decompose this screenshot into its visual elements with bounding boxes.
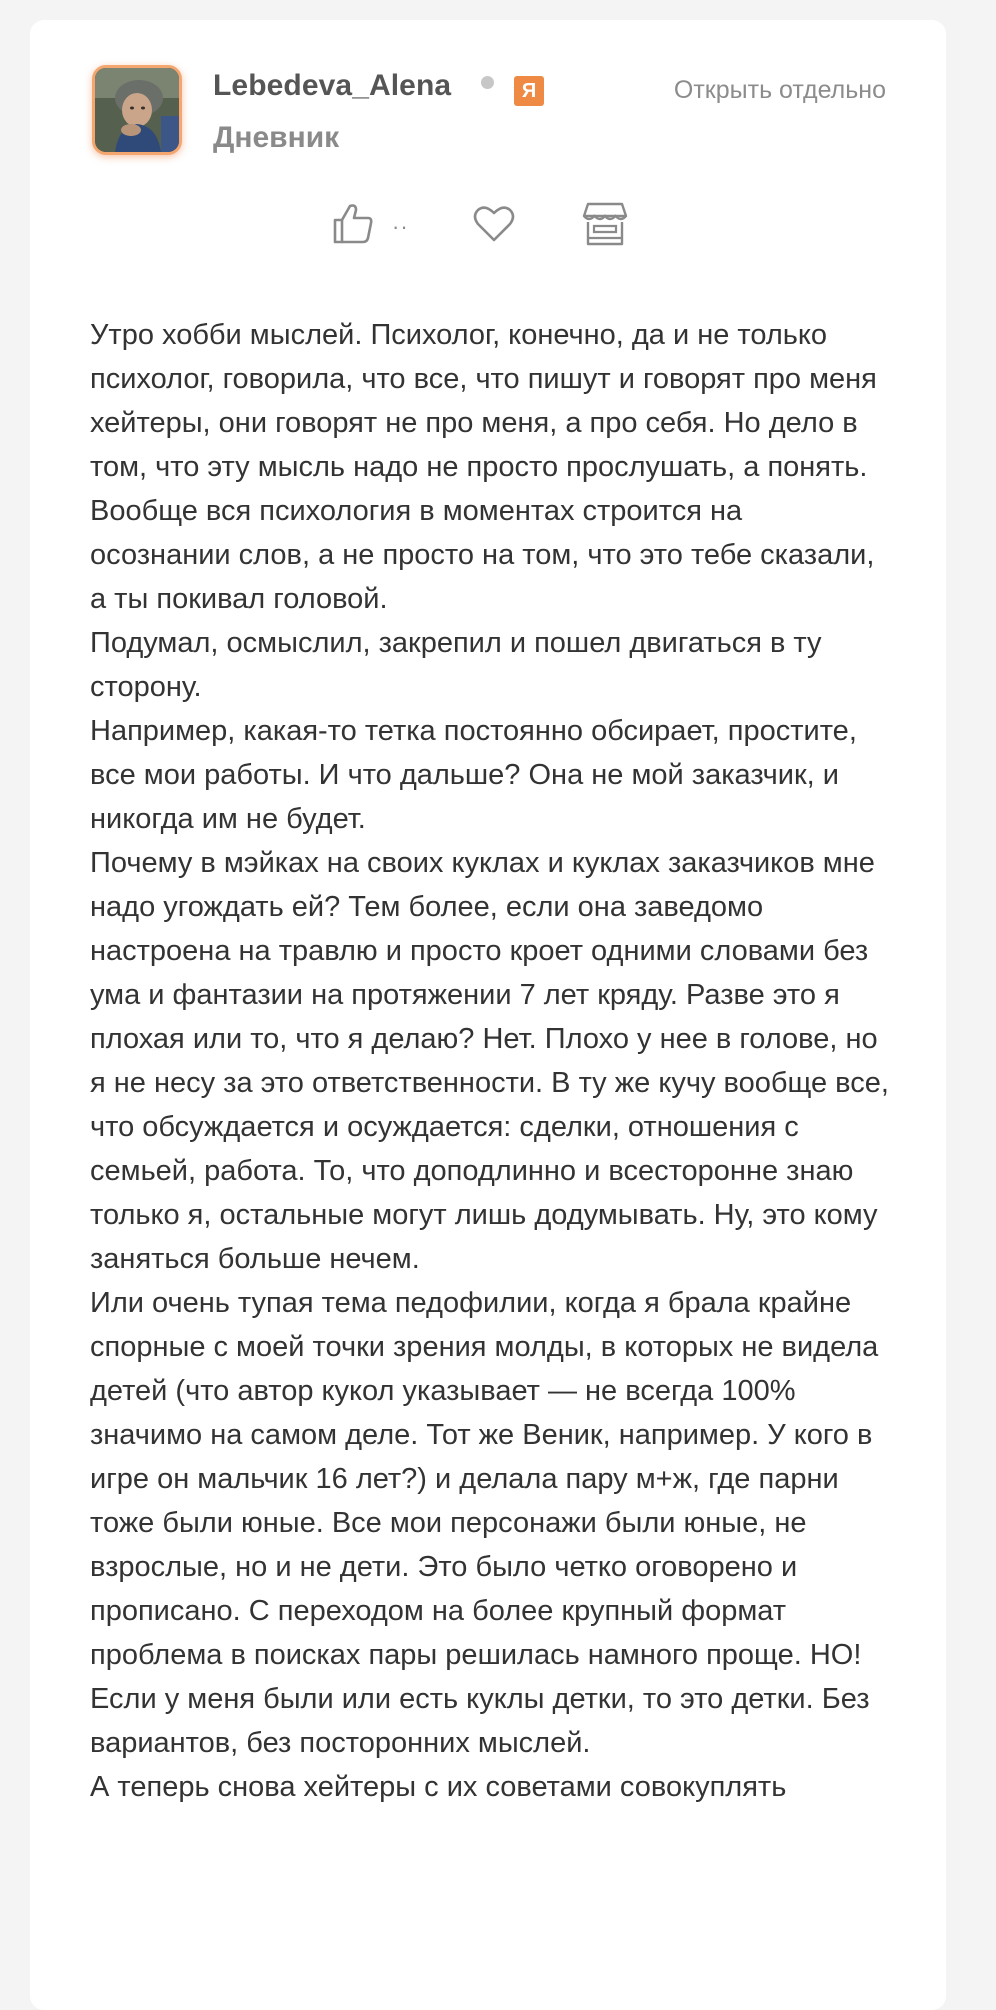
- shop-button[interactable]: [582, 200, 628, 260]
- like-button[interactable]: [330, 200, 376, 260]
- post-paragraph: Например, какая-то тетка постоянно обсирает, простите, все мои работы. И что дальше? Она не мой заказчик, и никогда им не будет.: [90, 715, 857, 835]
- open-separately-link[interactable]: Открыть отдельно: [673, 76, 886, 104]
- avatar-photo: [95, 68, 179, 152]
- avatar[interactable]: [92, 65, 182, 155]
- online-status-dot: [481, 76, 494, 89]
- post-paragraph: Подумал, осмыслил, закрепил и пошел двигаться в ту сторону.: [90, 627, 822, 703]
- heart-icon: [470, 200, 518, 246]
- post-paragraph: А теперь снова хейтеры с их советами совокуплять: [90, 1771, 787, 1803]
- shop-icon: [582, 200, 628, 248]
- ya-badge: Я: [514, 76, 544, 106]
- favorite-button[interactable]: [470, 200, 518, 260]
- username[interactable]: Lebedeva_Alena: [213, 69, 452, 102]
- post-card: [30, 20, 946, 2010]
- like-count: ··: [392, 214, 409, 239]
- section-label[interactable]: Дневник: [213, 121, 340, 154]
- post-body: [90, 313, 890, 1809]
- post-actions: [30, 200, 946, 260]
- post-paragraph: Почему в мэйках на своих куклах и куклах заказчиков мне надо угождать ей? Тем более, если она заведомо настроена на травлю и просто кроет одними словами без ума и фантазии на протяжении 7 лет кряду. Разве это я плохая или то, что я делаю? Нет. Плохо у нее в голове, но я не несу за это ответственности. В ту же кучу вообще все, что обсуждается и осуждается: сделки, отношения с семьей, работа. То, что доподлинно и всесторонне знаю только я, остальные могут лишь додумывать. Ну, это кому заняться больше нечем.: [90, 847, 889, 1275]
- thumbs-up-icon: [330, 200, 376, 246]
- post-paragraph: Утро хобби мыслей. Психолог, конечно, да и не только психолог, говорила, что все, что пишут и говорят про меня хейтеры, они говорят не про меня, а про себя. Но дело в том, что эту мысль надо не просто прослушать, а понять. Вообще вся психология в моментах строится на осознании слов, а не просто на том, что это тебе сказали, а ты покивал головой.: [90, 319, 877, 615]
- post-paragraph: Или очень тупая тема педофилии, когда я брала крайне спорные с моей точки зрения молды, в которых не видела детей (что автор кукол указывает — не всегда 100% значимо на самом деле. Тот же Веник, например. У кого в игре он мальчик 16 лет?) и делала пару м+ж, где парни тоже были юные. Все мои персонажи были юные, не взрослые, но и не дети. Это было четко оговорено и прописано. С переходом на более крупный формат проблема в поисках пары решилась намного проще. НО! Если у меня были или есть куклы детки, то это детки. Без вариантов, без посторонних мыслей.: [90, 1287, 879, 1759]
